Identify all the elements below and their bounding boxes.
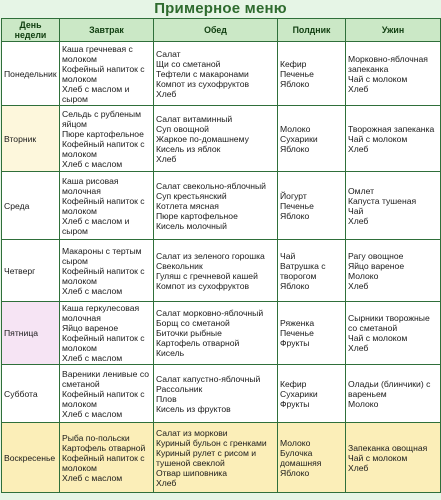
day-cell: Суббота — [2, 365, 60, 423]
menu-item-line: Яблоко — [280, 467, 310, 478]
menu-item-line: Яблоко — [280, 210, 310, 221]
menu-item-line: Чай с молоком — [348, 73, 408, 84]
menu-item-line: молоком — [62, 343, 97, 353]
day-cell: Среда — [2, 172, 60, 240]
day-cell: Четверг — [2, 240, 60, 302]
menu-item-line: Салат из моркови — [156, 427, 228, 438]
menu-item-line: сыром — [62, 93, 88, 104]
menu-item-line: Хлеб — [156, 153, 177, 164]
menu-item-line: Яйцо вареное — [348, 260, 405, 271]
snack-cell — [278, 302, 346, 365]
breakfast-cell — [60, 365, 154, 423]
menu-item-line: Щи со сметаной — [156, 58, 221, 69]
lunch-cell — [154, 423, 278, 493]
menu-item-line: Кофейный напиток с — [62, 452, 145, 463]
dinner-cell — [346, 423, 441, 493]
menu-item-line: молоком — [62, 462, 97, 473]
dinner-cell — [346, 42, 441, 106]
dinner-cell — [346, 172, 441, 240]
menu-item-line: Хлеб — [348, 462, 369, 473]
menu-item-line: Творожная запеканка — [348, 123, 435, 134]
menu-item-line: Фрукты — [280, 338, 310, 348]
menu-item-line: Отвар шиповника — [156, 467, 228, 478]
menu-item-line: Хлеб — [156, 477, 177, 488]
menu-item-line: Хлеб с маслом — [62, 472, 123, 483]
menu-item-line: Свекольник — [156, 260, 203, 271]
table-row — [2, 172, 441, 240]
breakfast-cell — [60, 240, 154, 302]
menu-item-line: Салат морковно-яблочный — [156, 308, 264, 318]
table-row — [2, 302, 441, 365]
menu-item-line: Рыба по-польски — [62, 432, 130, 443]
menu-item-line: Хлеб — [348, 343, 369, 353]
menu-item-line: Салат из зеленого горошка — [156, 250, 265, 261]
header-row — [2, 19, 441, 42]
menu-item-line: Молоко — [280, 437, 311, 448]
table-row — [2, 423, 441, 493]
header-day: День недели — [2, 19, 60, 42]
menu-item-line: Печенье — [280, 68, 314, 79]
menu-item-line: Салат витаминный — [156, 113, 233, 124]
dinner-cell — [346, 106, 441, 172]
snack-cell — [278, 42, 346, 106]
menu-item-line: Вареники ленивые со — [62, 368, 149, 379]
header-lunch: Обед — [154, 19, 278, 42]
menu-item-line: Кефир — [280, 378, 307, 389]
menu-item-line: Хлеб — [348, 143, 369, 154]
menu-item-line: Тефтели с макаронами — [156, 68, 249, 79]
menu-item-line: Рассольник — [156, 383, 203, 394]
menu-item-line: Йогурт — [280, 190, 307, 201]
menu-item-line: Печенье — [280, 200, 314, 211]
menu-item-line: Хлеб с маслом — [62, 158, 123, 169]
menu-item-line: Борщ со сметаной — [156, 318, 230, 328]
menu-item-line: сметаной — [62, 378, 100, 389]
menu-item-line: Сухарики — [280, 388, 318, 399]
snack-cell — [278, 240, 346, 302]
menu-item-line: сыром — [62, 255, 88, 266]
menu-item-line: Яблоко — [280, 143, 310, 154]
menu-item-line: Салат капустно-яблочный — [156, 373, 261, 384]
snack-cell — [278, 365, 346, 423]
menu-item-line: Картофель отварной — [156, 338, 240, 348]
menu-item-line: Салат свекольно-яблочный — [156, 180, 266, 191]
lunch-cell — [154, 106, 278, 172]
menu-item-line: сыром — [62, 225, 88, 236]
lunch-cell — [154, 302, 278, 365]
menu-item-line: Каша геркулесовая — [62, 303, 140, 313]
breakfast-cell — [60, 42, 154, 106]
day-cell: Понедельник — [2, 42, 60, 106]
menu-item-line: Кисель молочный — [156, 220, 227, 231]
menu-item-line: Чай с молоком — [348, 133, 408, 144]
menu-item-line: Кефир — [280, 58, 307, 69]
menu-item-line: Салат — [156, 48, 181, 59]
table-row — [2, 240, 441, 302]
menu-item-line: Яйцо вареное — [62, 323, 119, 333]
dinner-cell — [346, 365, 441, 423]
lunch-cell — [154, 240, 278, 302]
menu-item-line: Котлета мясная — [156, 200, 219, 211]
menu-item-line: Сырники творожные — [348, 313, 430, 323]
menu-item-line: Куриный бульон с гренками — [156, 437, 267, 448]
menu-item-line: Кофейный напиток с — [62, 265, 145, 276]
menu-item-line: Компот из сухофруктов — [156, 78, 250, 89]
menu-item-line: запеканка — [348, 63, 389, 74]
page-title: Примерное меню — [154, 0, 287, 17]
menu-item-line: Хлеб — [348, 83, 369, 94]
menu-item-line: Запеканка овощная — [348, 442, 428, 453]
menu-item-line: Хлеб — [348, 215, 369, 226]
menu-item-line: Биточки рыбные — [156, 328, 222, 338]
menu-item-line: Омлет — [348, 185, 375, 196]
menu-item-line: Компот из сухофруктов — [156, 280, 250, 291]
menu-item-line: тушеной свеклой — [156, 457, 225, 468]
menu-item-line: Молоко — [348, 398, 379, 409]
menu-item-line: Кисель из фруктов — [156, 403, 231, 414]
menu-item-line: Суп крестьянский — [156, 190, 227, 201]
menu-item-line: Чай — [348, 205, 364, 216]
breakfast-cell — [60, 423, 154, 493]
menu-item-line: молочная — [62, 313, 101, 323]
menu-item-line: Кофейный напиток с — [62, 138, 145, 149]
menu-item-line: Булочка — [280, 447, 313, 458]
menu-item-line: Куриный рулет с рисом и — [156, 447, 257, 458]
menu-item-line: Хлеб — [156, 88, 177, 99]
menu-item-line: Кофейный напиток с — [62, 388, 145, 399]
menu-item-line: вареньем — [348, 388, 387, 399]
menu-item-line: Каша гречневая с — [62, 43, 133, 54]
menu-item-line: Плов — [156, 393, 177, 404]
menu-item-line: творогом — [280, 270, 317, 281]
menu-item-line: Чай — [280, 250, 296, 261]
day-cell: Пятница — [2, 302, 60, 365]
lunch-cell — [154, 42, 278, 106]
header-breakfast: Завтрак — [60, 19, 154, 42]
menu-item-line: Сельдь с рубленым — [62, 108, 141, 119]
lunch-cell — [154, 172, 278, 240]
menu-item-line: Чай с молоком — [348, 452, 408, 463]
menu-item-line: Морковно-яблочная — [348, 53, 428, 64]
dinner-cell — [346, 302, 441, 365]
menu-body — [2, 42, 441, 493]
menu-item-line: Хлеб с маслом — [62, 353, 123, 363]
menu-item-line: Капуста тушеная — [348, 195, 417, 206]
snack-cell — [278, 172, 346, 240]
header-snack: Полдник — [278, 19, 346, 42]
menu-item-line: Жаркое по-домашнему — [156, 133, 249, 144]
menu-item-line: домашняя — [280, 457, 322, 468]
menu-item-line: Молоко — [280, 123, 311, 134]
day-cell: Воскресенье — [2, 423, 60, 493]
menu-item-line: Кисель из яблок — [156, 143, 221, 154]
breakfast-cell — [60, 106, 154, 172]
menu-item-line: со сметаной — [348, 323, 398, 333]
table-row — [2, 106, 441, 172]
menu-item-line: Яблоко — [280, 280, 310, 291]
menu-item-line: Чай с молоком — [348, 333, 408, 343]
menu-item-line: Хлеб с маслом — [62, 285, 123, 296]
menu-item-line: Кофейный напиток с — [62, 195, 145, 206]
menu-item-line: Картофель отварной — [62, 442, 146, 453]
menu-item-line: Каша рисовая — [62, 175, 119, 186]
table-row — [2, 365, 441, 423]
menu-item-line: Ватрушка с — [280, 260, 326, 271]
menu-item-line: молоком — [62, 205, 97, 216]
lunch-cell — [154, 365, 278, 423]
menu-item-line: молоком — [62, 148, 97, 159]
menu-item-line: Сухарики — [280, 133, 318, 144]
menu-item-line: Яблоко — [280, 78, 310, 89]
menu-item-line: Гуляш с гречневой кашей — [156, 270, 258, 281]
menu-item-line: Суп овощной — [156, 123, 209, 134]
menu-item-line: Хлеб с маслом и — [62, 83, 130, 94]
menu-item-line: молоком — [62, 398, 97, 409]
menu-item-line: Ряженка — [280, 318, 315, 328]
day-cell: Вторник — [2, 106, 60, 172]
header-dinner: Ужин — [346, 19, 441, 42]
table-row — [2, 42, 441, 106]
menu-item-line: молоком — [62, 73, 97, 84]
menu-item-line: Хлеб с маслом — [62, 408, 123, 419]
menu-item-line: молоком — [62, 53, 97, 64]
menu-item-line: Кофейный напиток с — [62, 63, 145, 74]
breakfast-cell — [60, 172, 154, 240]
menu-item-line: Оладьи (блинчики) с — [348, 378, 431, 389]
menu-item-line: молоком — [62, 275, 97, 286]
dinner-cell — [346, 240, 441, 302]
menu-item-line: Молоко — [348, 270, 379, 281]
breakfast-cell — [60, 302, 154, 365]
menu-item-line: Хлеб — [348, 280, 369, 291]
menu-item-line: Рагу овощное — [348, 250, 404, 261]
menu-item-line: Хлеб с маслом и — [62, 215, 130, 226]
menu-item-line: Печенье — [280, 328, 314, 338]
menu-item-line: яйцом — [62, 118, 87, 129]
menu-item-line: Пюре картофельное — [62, 128, 144, 139]
menu-item-line: Пюре картофельное — [156, 210, 238, 221]
menu-item-line: Макароны с тертым — [62, 245, 142, 256]
snack-cell — [278, 106, 346, 172]
snack-cell — [278, 423, 346, 493]
menu-table — [1, 18, 441, 493]
menu-item-line: Кисель — [156, 348, 185, 358]
menu-item-line: Кофейный напиток с — [62, 333, 145, 343]
menu-item-line: молочная — [62, 185, 101, 196]
menu-item-line: Фрукты — [280, 398, 310, 409]
